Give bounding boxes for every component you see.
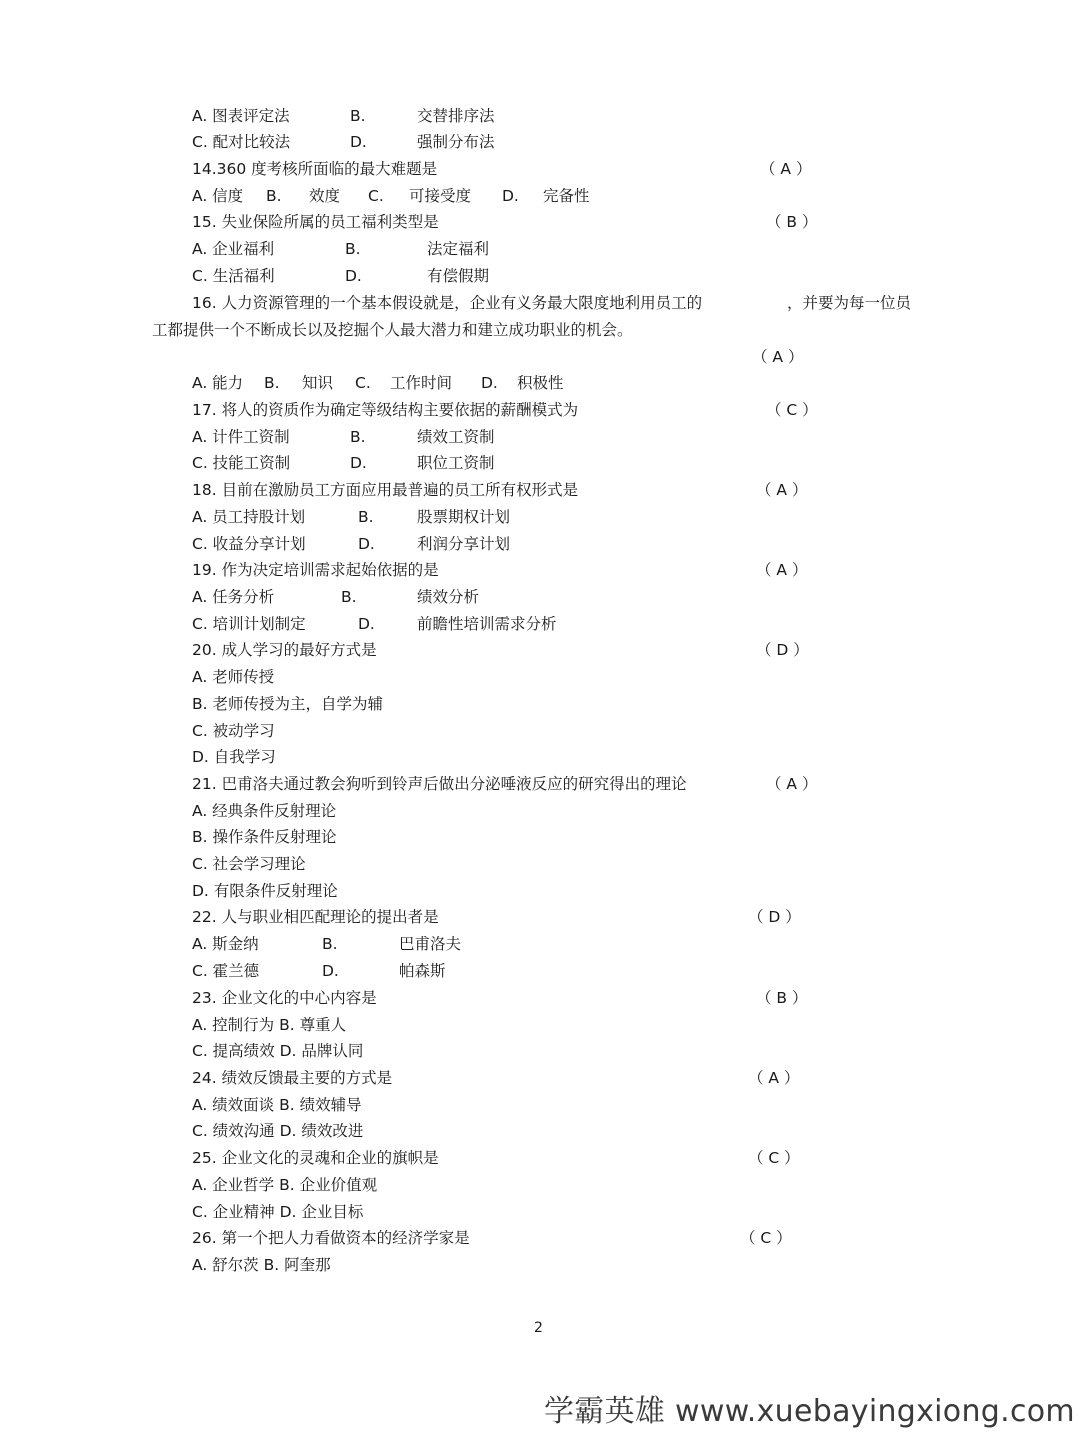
answer-bracket: （ A ） (766, 775, 818, 793)
line-text: A. 经典条件反射理论 (192, 802, 337, 820)
line-text: B. (345, 240, 361, 258)
line-text: 21. 巴甫洛夫通过教会狗听到铃声后做出分泌唾液反应的研究得出的理论 (192, 775, 687, 793)
answer-bracket: （ D ） (748, 908, 801, 926)
line-text: A. 图表评定法 (192, 107, 290, 125)
text-line (0, 344, 1080, 370)
line-text: B. (341, 588, 357, 606)
text-line (0, 771, 1080, 797)
line-text: D. 自我学习 (192, 748, 276, 766)
line-text: C. 培训计划制定 (192, 615, 306, 633)
text-line (0, 129, 1080, 155)
line-text: B. (350, 107, 366, 125)
line-text: 24. 绩效反馈最主要的方式是 (192, 1069, 393, 1087)
line-text: 25. 企业文化的灵魂和企业的旗帜是 (192, 1149, 439, 1167)
line-text: 17. 将人的资质作为确定等级结构主要依据的薪酬模式为 (192, 401, 579, 419)
text-line (0, 985, 1080, 1011)
text-line (0, 1012, 1080, 1038)
line-text: B. (350, 428, 366, 446)
line-text: 巴甫洛夫 (399, 935, 462, 953)
text-line (0, 637, 1080, 663)
text-line (0, 183, 1080, 209)
line-text: 知识 (302, 374, 334, 392)
text-line (0, 931, 1080, 957)
line-text: 可接受度 (409, 187, 472, 205)
answer-bracket: （ C ） (740, 1229, 792, 1247)
line-text: 工作时间 (390, 374, 453, 392)
line-text: 完备性 (543, 187, 590, 205)
line-text: 交替排序法 (417, 107, 495, 125)
line-text: B. (266, 187, 282, 205)
text-line (0, 1065, 1080, 1091)
line-text: B. (264, 374, 280, 392)
line-text: 帕森斯 (399, 962, 446, 980)
line-text: 有偿假期 (427, 267, 490, 285)
line-text: B. 操作条件反射理论 (192, 828, 337, 846)
text-line (0, 904, 1080, 930)
line-text: D. (502, 187, 519, 205)
text-line (0, 290, 1080, 316)
line-text: C. 社会学习理论 (192, 855, 306, 873)
line-text: A. 斯金纳 (192, 935, 259, 953)
answer-bracket: （ A ） (756, 561, 808, 579)
line-text: A. 企业哲学 B. 企业价值观 (192, 1176, 378, 1194)
text-line (0, 584, 1080, 610)
text-line (0, 1038, 1080, 1064)
line-text: C. 配对比较法 (192, 133, 291, 151)
line-text: D. (358, 535, 375, 553)
line-text: C. (355, 374, 371, 392)
text-line (0, 718, 1080, 744)
text-line (0, 557, 1080, 583)
line-text: C. 技能工资制 (192, 454, 291, 472)
line-text: C. 企业精神 D. 企业目标 (192, 1203, 364, 1221)
line-text: A. 绩效面谈 B. 绩效辅导 (192, 1096, 362, 1114)
text-line (0, 236, 1080, 262)
line-text: B. 老师传授为主，自学为辅 (192, 695, 383, 713)
line-text: D. (358, 615, 375, 633)
line-text: 前瞻性培训需求分析 (417, 615, 557, 633)
line-text: C. 霍兰德 (192, 962, 260, 980)
answer-bracket: （ A ） (760, 160, 812, 178)
line-text: A. 控制行为 B. 尊重人 (192, 1016, 347, 1034)
answer-bracket: （ C ） (748, 1149, 800, 1167)
text-line (0, 209, 1080, 235)
text-line (0, 1199, 1080, 1225)
answer-bracket: （ A ） (748, 1069, 800, 1087)
line-text: A. 老师传授 (192, 668, 275, 686)
text-line (0, 878, 1080, 904)
text-line (0, 1145, 1080, 1171)
line-text: 22. 人与职业相匹配理论的提出者是 (192, 908, 439, 926)
line-text: A. 计件工资制 (192, 428, 290, 446)
line-text: D. (350, 133, 367, 151)
text-line (0, 370, 1080, 396)
text-line (0, 851, 1080, 877)
text-line (0, 450, 1080, 476)
line-text: 绩效分析 (417, 588, 480, 606)
line-text: 绩效工资制 (417, 428, 495, 446)
line-text: D. (345, 267, 362, 285)
text-line (0, 824, 1080, 850)
line-text: D. (350, 454, 367, 472)
text-line (0, 317, 1080, 343)
answer-bracket: （ D ） (756, 641, 809, 659)
answer-bracket: （ A ） (752, 348, 804, 366)
line-text: 18. 目前在激励员工方面应用最普遍的员工所有权形式是 (192, 481, 579, 499)
watermark: 学霸英雄 www.xuebayingxiong.com (544, 1394, 1075, 1429)
line-text: D. 有限条件反射理论 (192, 882, 338, 900)
text-line (0, 1225, 1080, 1251)
line-text: A. 企业福利 (192, 240, 275, 258)
line-text: 19. 作为决定培训需求起始依据的是 (192, 561, 439, 579)
line-text: 26. 第一个把人力看做资本的经济学家是 (192, 1229, 470, 1247)
line-text: D. (322, 962, 339, 980)
line-text: A. 任务分析 (192, 588, 275, 606)
text-line (0, 531, 1080, 557)
line-text: D. (481, 374, 498, 392)
answer-bracket: （ B ） (766, 213, 818, 231)
line-text: 16. 人力资源管理的一个基本假设就是，企业有义务最大限度地利用员工的 (192, 294, 703, 312)
answer-bracket: （ A ） (756, 481, 808, 499)
text-line (0, 397, 1080, 423)
line-text: C. 收益分享计划 (192, 535, 306, 553)
line-text: C. 绩效沟通 D. 绩效改进 (192, 1122, 364, 1140)
text-line (0, 424, 1080, 450)
text-line (0, 156, 1080, 182)
line-text: 强制分布法 (417, 133, 495, 151)
text-line (0, 1252, 1080, 1278)
line-text: 股票期权计划 (417, 508, 511, 526)
line-text: A. 信度 (192, 187, 244, 205)
answer-bracket: （ C ） (766, 401, 818, 419)
line-text: B. (322, 935, 338, 953)
line-text: 工都提供一个不断成长以及挖掘个人最大潜力和建立成功职业的机会。 (152, 321, 633, 339)
text-line (0, 504, 1080, 530)
line-text: C. 被动学习 (192, 722, 275, 740)
line-text: 积极性 (517, 374, 564, 392)
line-text: A. 舒尔茨 B. 阿奎那 (192, 1256, 331, 1274)
line-text: 法定福利 (427, 240, 490, 258)
line-text: A. 能力 (192, 374, 244, 392)
line-text: 效度 (309, 187, 341, 205)
line-text: 14.360 度考核所面临的最大难题是 (192, 160, 438, 178)
line-text: 23. 企业文化的中心内容是 (192, 989, 377, 1007)
text-line (0, 744, 1080, 770)
line-text: C. 提高绩效 D. 品牌认同 (192, 1042, 364, 1060)
line-text: 利润分享计划 (417, 535, 511, 553)
text-line (0, 1118, 1080, 1144)
line-text: 职位工资制 (417, 454, 495, 472)
text-line (0, 1092, 1080, 1118)
page-number: 2 (534, 1320, 543, 1336)
text-line (0, 263, 1080, 289)
line-text: 15. 失业保险所属的员工福利类型是 (192, 213, 439, 231)
answer-bracket: （ B ） (756, 989, 808, 1007)
line-text: B. (358, 508, 374, 526)
text-line (0, 664, 1080, 690)
text-line (0, 611, 1080, 637)
text-line (0, 958, 1080, 984)
text-line (0, 798, 1080, 824)
text-line (0, 477, 1080, 503)
line-text: C. 生活福利 (192, 267, 275, 285)
text-line (0, 1172, 1080, 1198)
line-text: ，并要为每一位员 (787, 294, 912, 312)
line-text: 20. 成人学习的最好方式是 (192, 641, 377, 659)
text-line (0, 691, 1080, 717)
line-text: A. 员工持股计划 (192, 508, 306, 526)
text-line (0, 103, 1080, 129)
line-text: C. (368, 187, 384, 205)
